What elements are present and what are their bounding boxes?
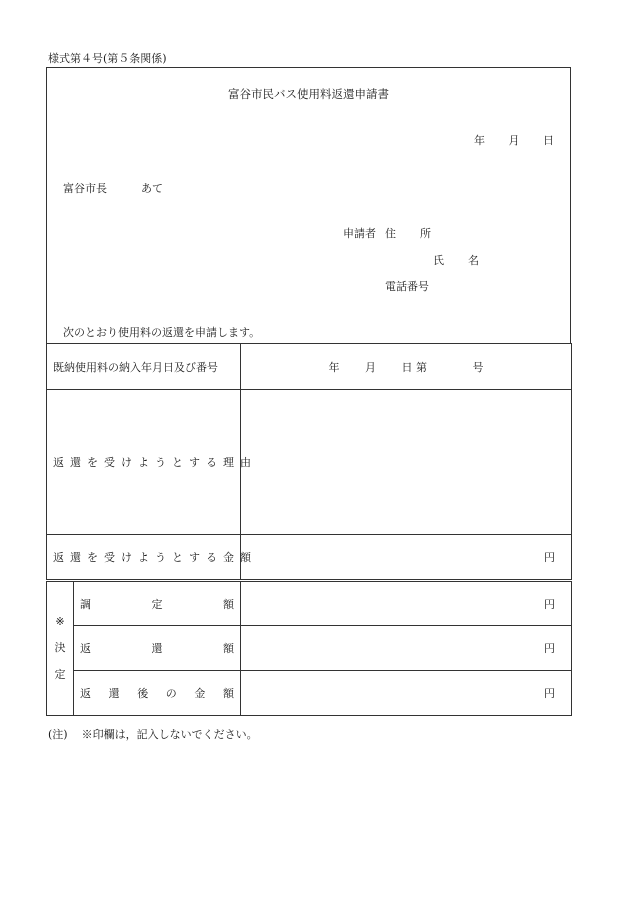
date-field: [474, 132, 554, 148]
amount-label: 返還を受けようとする金額: [47, 535, 241, 581]
reason-row: [47, 390, 572, 535]
addressee-name: 富谷市長: [63, 182, 107, 195]
application-table: [46, 343, 572, 716]
paid-year-label: 年: [328, 360, 340, 374]
after-char-5: 金: [194, 687, 206, 700]
after-char-3: 後: [137, 687, 149, 700]
date-year-label: 年: [474, 134, 485, 147]
decision-row-refund: [47, 626, 572, 671]
refund-char-3: 額: [223, 642, 234, 655]
applicant-name-label: [433, 252, 479, 268]
addressee: [63, 180, 163, 196]
assessed-label: [74, 581, 241, 626]
date-day-label: 日: [543, 134, 554, 147]
decision-mark: ※: [55, 614, 65, 628]
after-char-4: の: [165, 687, 177, 700]
after-char-2: 還: [108, 687, 120, 700]
after-char-6: 額: [222, 687, 234, 700]
after-refund-label: [74, 671, 241, 716]
decision-side-label: [47, 581, 74, 716]
applicant-phone-label: 電話番号: [385, 280, 429, 293]
footnote-text: ※印欄は，記入しないでください。: [81, 728, 258, 741]
decision-char-2: 定: [54, 667, 66, 681]
assessed-char-3: 額: [223, 597, 234, 611]
document-title: 富谷市民バス使用料返還申請書: [228, 87, 389, 101]
paid-day-number-label: 日 第: [401, 360, 427, 374]
assessed-char-1: 調: [80, 597, 91, 611]
paid-row: [47, 344, 572, 390]
name-char-2: 名: [468, 254, 479, 267]
after-char-1: 返: [80, 687, 91, 700]
intro-statement: 次のとおり使用料の返還を申請します。: [63, 326, 261, 339]
decision-char-1: 決: [54, 641, 66, 655]
addressee-suffix: あて: [141, 182, 163, 195]
after-refund-field[interactable]: [241, 671, 572, 716]
paid-month-label: 月: [365, 360, 376, 374]
assessed-field[interactable]: [241, 581, 572, 626]
application-header-box: [46, 67, 571, 344]
paid-label: 既納使用料の納入年月日及び番号: [47, 344, 241, 390]
amount-unit: 円: [544, 551, 555, 564]
name-char-1: 氏: [433, 254, 444, 267]
form-number-label: 様式第４号(第５条関係): [48, 52, 167, 65]
paid-number-label: 号: [472, 360, 484, 374]
refund-field[interactable]: [241, 626, 572, 671]
refund-char-1: 返: [80, 642, 91, 655]
reason-label: 返還を受けようとする理由: [47, 390, 241, 535]
date-month-label: 月: [508, 134, 520, 147]
after-refund-unit: 円: [544, 687, 555, 700]
amount-field[interactable]: [241, 535, 572, 581]
footnote: [48, 726, 258, 742]
assessed-char-2: 定: [151, 597, 163, 611]
decision-row-assessed: [47, 581, 572, 626]
footnote-mark: (注): [48, 728, 68, 741]
address-char-1: 住: [385, 227, 396, 240]
assessed-unit: 円: [544, 597, 555, 611]
applicant-address-label: [385, 225, 431, 241]
refund-char-2: 還: [151, 642, 163, 655]
amount-row: [47, 535, 572, 581]
applicant-label: 申請者: [343, 227, 376, 240]
reason-field[interactable]: [241, 390, 572, 535]
refund-label: [74, 626, 241, 671]
address-char-2: 所: [420, 227, 431, 240]
paid-value-field[interactable]: [241, 344, 572, 390]
decision-row-after: [47, 671, 572, 716]
refund-unit: 円: [544, 642, 555, 655]
